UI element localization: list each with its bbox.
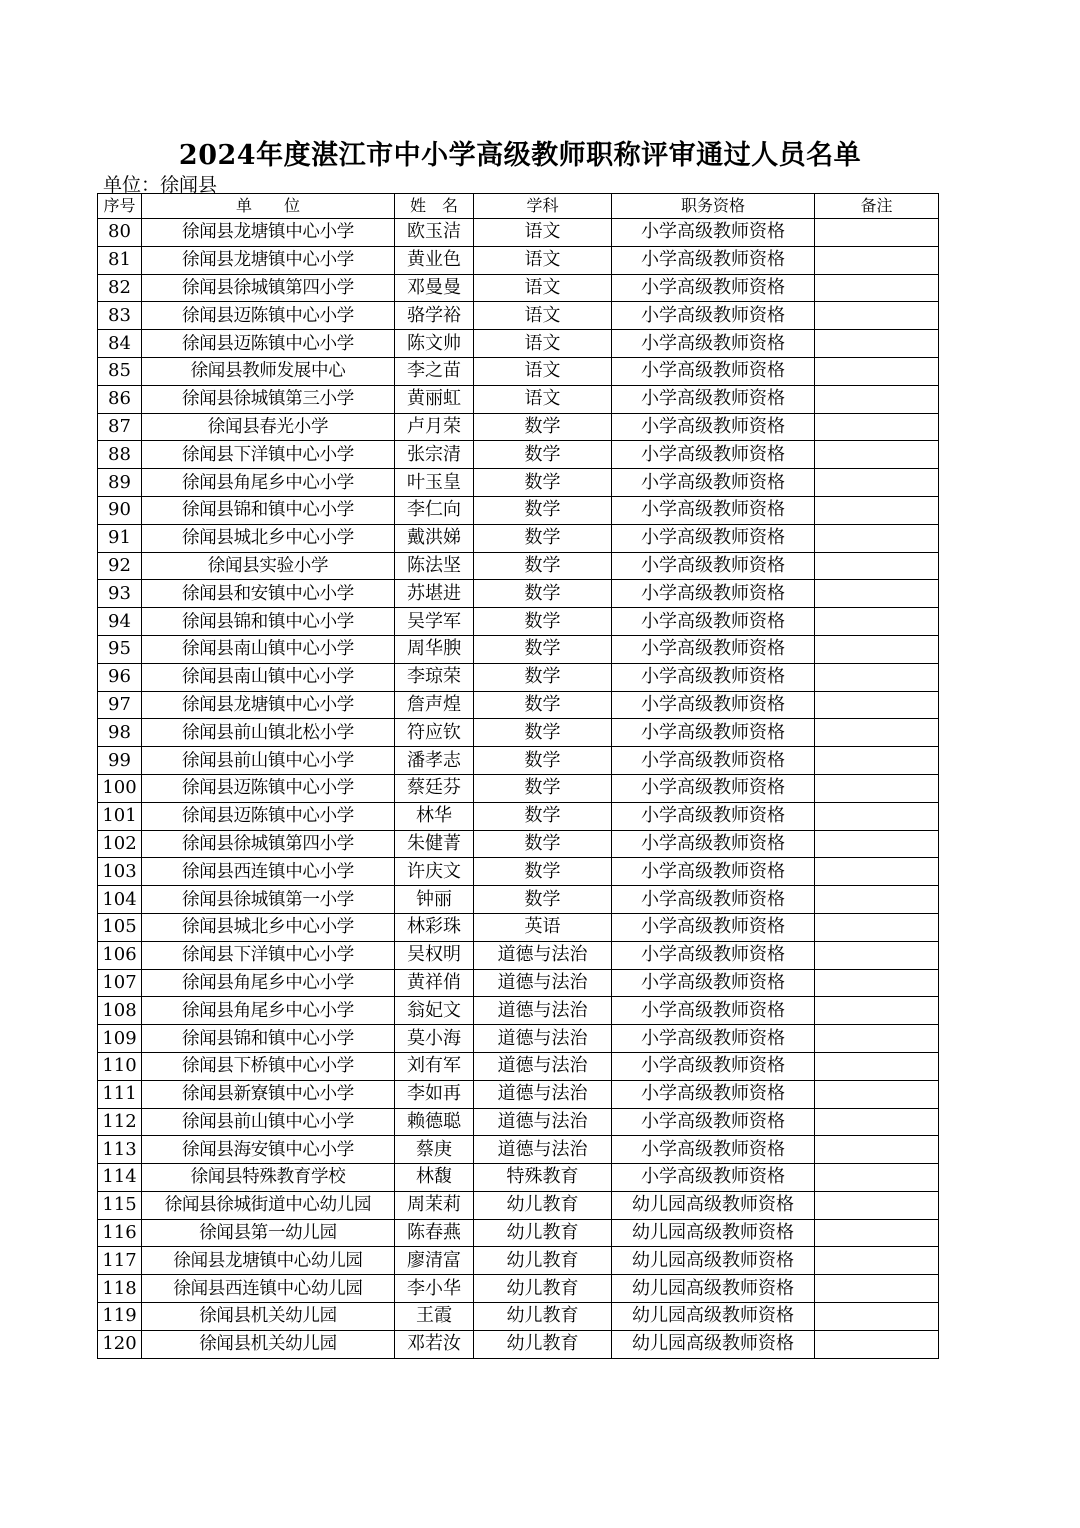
cell-note: [815, 1247, 939, 1275]
cell-no: 89: [98, 469, 142, 497]
cell-no: 112: [98, 1108, 142, 1136]
cell-no: 120: [98, 1330, 142, 1358]
page-title: 2024年度湛江市中小学高级教师职称评审通过人员名单: [178, 140, 862, 171]
cell-subject: 幼儿教育: [474, 1275, 612, 1303]
table-row: [98, 524, 939, 552]
cell-name: 欧玉洁: [395, 219, 474, 247]
cell-subject: 数学: [474, 552, 612, 580]
cell-qualification: 小学高级教师资格: [612, 635, 815, 663]
cell-name: 李之苗: [395, 357, 474, 385]
cell-qualification: 幼儿园高级教师资格: [612, 1247, 815, 1275]
cell-unit: 徐闻县角尾乡中心小学: [142, 969, 395, 997]
cell-subject: 道德与法治: [474, 941, 612, 969]
cell-note: [815, 385, 939, 413]
cell-qualification: 小学高级教师资格: [612, 524, 815, 552]
cell-unit: 徐闻县前山镇中心小学: [142, 747, 395, 775]
cell-name: 叶玉皇: [395, 469, 474, 497]
cell-name: 邓若汝: [395, 1330, 474, 1358]
cell-qualification: 小学高级教师资格: [612, 1052, 815, 1080]
cell-qualification: 幼儿园高级教师资格: [612, 1330, 815, 1358]
cell-subject: 幼儿教育: [474, 1191, 612, 1219]
cell-unit: 徐闻县徐城街道中心幼儿园: [142, 1191, 395, 1219]
cell-unit: 徐闻县教师发展中心: [142, 357, 395, 385]
header-unit: 单 位: [142, 194, 395, 219]
cell-subject: 数学: [474, 524, 612, 552]
cell-no: 106: [98, 941, 142, 969]
cell-name: 陈法坚: [395, 552, 474, 580]
cell-note: [815, 1330, 939, 1358]
cell-unit: 徐闻县徐城镇第三小学: [142, 385, 395, 413]
cell-qualification: 小学高级教师资格: [612, 441, 815, 469]
table-row: [98, 802, 939, 830]
cell-qualification: 小学高级教师资格: [612, 997, 815, 1025]
cell-subject: 道德与法治: [474, 1108, 612, 1136]
cell-no: 95: [98, 635, 142, 663]
cell-qualification: 小学高级教师资格: [612, 608, 815, 636]
cell-subject: 语文: [474, 357, 612, 385]
table-row: [98, 663, 939, 691]
cell-name: 符应钦: [395, 719, 474, 747]
table-row: [98, 496, 939, 524]
cell-qualification: 小学高级教师资格: [612, 886, 815, 914]
cell-subject: 语文: [474, 274, 612, 302]
table-row: [98, 552, 939, 580]
cell-name: 李如再: [395, 1080, 474, 1108]
cell-note: [815, 969, 939, 997]
cell-subject: 数学: [474, 691, 612, 719]
cell-note: [815, 1303, 939, 1331]
cell-no: 85: [98, 357, 142, 385]
table-row: [98, 1330, 939, 1358]
cell-no: 116: [98, 1219, 142, 1247]
cell-no: 94: [98, 608, 142, 636]
cell-name: 莫小海: [395, 1025, 474, 1053]
cell-unit: 徐闻县龙塘镇中心幼儿园: [142, 1247, 395, 1275]
cell-name: 李琼荣: [395, 663, 474, 691]
table-row: [98, 1191, 939, 1219]
cell-qualification: 小学高级教师资格: [612, 1164, 815, 1192]
cell-no: 80: [98, 219, 142, 247]
cell-subject: 幼儿教育: [474, 1303, 612, 1331]
cell-no: 98: [98, 719, 142, 747]
cell-unit: 徐闻县锦和镇中心小学: [142, 1025, 395, 1053]
cell-subject: 特殊教育: [474, 1164, 612, 1192]
table-row: [98, 441, 939, 469]
cell-subject: 语文: [474, 330, 612, 358]
table-row: [98, 858, 939, 886]
cell-no: 82: [98, 274, 142, 302]
personnel-table: [97, 193, 939, 1359]
table-row: [98, 941, 939, 969]
cell-no: 113: [98, 1136, 142, 1164]
cell-name: 廖清富: [395, 1247, 474, 1275]
cell-no: 115: [98, 1191, 142, 1219]
table-row: [98, 219, 939, 247]
cell-no: 93: [98, 580, 142, 608]
table-row: [98, 691, 939, 719]
cell-note: [815, 719, 939, 747]
cell-name: 陈春燕: [395, 1219, 474, 1247]
cell-note: [815, 357, 939, 385]
cell-subject: 道德与法治: [474, 1025, 612, 1053]
table-row: [98, 969, 939, 997]
cell-name: 周华腴: [395, 635, 474, 663]
cell-note: [815, 1191, 939, 1219]
cell-subject: 幼儿教育: [474, 1330, 612, 1358]
cell-unit: 徐闻县西连镇中心小学: [142, 858, 395, 886]
cell-note: [815, 1080, 939, 1108]
cell-subject: 语文: [474, 385, 612, 413]
cell-no: 88: [98, 441, 142, 469]
cell-unit: 徐闻县龙塘镇中心小学: [142, 219, 395, 247]
cell-note: [815, 691, 939, 719]
cell-qualification: 小学高级教师资格: [612, 830, 815, 858]
cell-subject: 数学: [474, 441, 612, 469]
table-row: [98, 302, 939, 330]
cell-subject: 数学: [474, 496, 612, 524]
cell-unit: 徐闻县徐城镇第四小学: [142, 274, 395, 302]
table-header-row: [98, 194, 939, 219]
cell-note: [815, 802, 939, 830]
cell-unit: 徐闻县角尾乡中心小学: [142, 997, 395, 1025]
table-body: [98, 219, 939, 1359]
table-row: [98, 469, 939, 497]
cell-note: [815, 219, 939, 247]
cell-qualification: 小学高级教师资格: [612, 330, 815, 358]
cell-qualification: 幼儿园高级教师资格: [612, 1303, 815, 1331]
cell-no: 90: [98, 496, 142, 524]
cell-name: 黄祥俏: [395, 969, 474, 997]
cell-name: 张宗清: [395, 441, 474, 469]
cell-qualification: 小学高级教师资格: [612, 385, 815, 413]
cell-subject: 语文: [474, 219, 612, 247]
table-row: [98, 997, 939, 1025]
cell-unit: 徐闻县机关幼儿园: [142, 1303, 395, 1331]
cell-note: [815, 747, 939, 775]
cell-name: 王霞: [395, 1303, 474, 1331]
cell-no: 87: [98, 413, 142, 441]
cell-no: 102: [98, 830, 142, 858]
cell-note: [815, 941, 939, 969]
cell-name: 骆学裕: [395, 302, 474, 330]
cell-note: [815, 496, 939, 524]
cell-unit: 徐闻县迈陈镇中心小学: [142, 774, 395, 802]
cell-subject: 数学: [474, 747, 612, 775]
cell-qualification: 小学高级教师资格: [612, 302, 815, 330]
cell-unit: 徐闻县城北乡中心小学: [142, 913, 395, 941]
cell-qualification: 小学高级教师资格: [612, 580, 815, 608]
cell-name: 戴洪娣: [395, 524, 474, 552]
cell-name: 蔡庚: [395, 1136, 474, 1164]
cell-qualification: 小学高级教师资格: [612, 274, 815, 302]
cell-qualification: 小学高级教师资格: [612, 1080, 815, 1108]
cell-subject: 道德与法治: [474, 1136, 612, 1164]
cell-subject: 幼儿教育: [474, 1219, 612, 1247]
cell-qualification: 小学高级教师资格: [612, 719, 815, 747]
cell-subject: 语文: [474, 246, 612, 274]
cell-qualification: 小学高级教师资格: [612, 552, 815, 580]
cell-unit: 徐闻县龙塘镇中心小学: [142, 691, 395, 719]
cell-qualification: 小学高级教师资格: [612, 1108, 815, 1136]
table-row: [98, 413, 939, 441]
cell-name: 吴学军: [395, 608, 474, 636]
cell-note: [815, 608, 939, 636]
cell-note: [815, 274, 939, 302]
table-row: [98, 913, 939, 941]
cell-note: [815, 1275, 939, 1303]
cell-qualification: 小学高级教师资格: [612, 913, 815, 941]
table-row: [98, 747, 939, 775]
cell-name: 周茉莉: [395, 1191, 474, 1219]
cell-unit: 徐闻县下桥镇中心小学: [142, 1052, 395, 1080]
cell-qualification: 幼儿园高级教师资格: [612, 1219, 815, 1247]
cell-name: 詹声煌: [395, 691, 474, 719]
cell-name: 李仁向: [395, 496, 474, 524]
cell-subject: 幼儿教育: [474, 1247, 612, 1275]
table-row: [98, 830, 939, 858]
table-row: [98, 1164, 939, 1192]
cell-unit: 徐闻县机关幼儿园: [142, 1330, 395, 1358]
cell-no: 84: [98, 330, 142, 358]
cell-subject: 道德与法治: [474, 1052, 612, 1080]
cell-qualification: 小学高级教师资格: [612, 357, 815, 385]
table-row: [98, 719, 939, 747]
cell-no: 100: [98, 774, 142, 802]
cell-name: 李小华: [395, 1275, 474, 1303]
cell-no: 111: [98, 1080, 142, 1108]
cell-note: [815, 830, 939, 858]
table-row: [98, 1080, 939, 1108]
cell-no: 114: [98, 1164, 142, 1192]
cell-name: 朱健菁: [395, 830, 474, 858]
cell-unit: 徐闻县西连镇中心幼儿园: [142, 1275, 395, 1303]
table-row: [98, 1275, 939, 1303]
cell-note: [815, 663, 939, 691]
cell-no: 119: [98, 1303, 142, 1331]
cell-note: [815, 997, 939, 1025]
table-row: [98, 357, 939, 385]
table-row: [98, 1052, 939, 1080]
cell-qualification: 幼儿园高级教师资格: [612, 1191, 815, 1219]
cell-subject: 数学: [474, 608, 612, 636]
cell-name: 翁妃文: [395, 997, 474, 1025]
cell-name: 邓曼曼: [395, 274, 474, 302]
cell-name: 林华: [395, 802, 474, 830]
cell-qualification: 小学高级教师资格: [612, 663, 815, 691]
unit-value: 徐闻县: [160, 174, 218, 196]
cell-no: 91: [98, 524, 142, 552]
cell-no: 99: [98, 747, 142, 775]
cell-subject: 数学: [474, 886, 612, 914]
cell-unit: 徐闻县徐城镇第一小学: [142, 886, 395, 914]
cell-qualification: 小学高级教师资格: [612, 1025, 815, 1053]
cell-no: 81: [98, 246, 142, 274]
cell-qualification: 小学高级教师资格: [612, 858, 815, 886]
cell-unit: 徐闻县下洋镇中心小学: [142, 941, 395, 969]
table-row: [98, 608, 939, 636]
cell-note: [815, 858, 939, 886]
cell-unit: 徐闻县下洋镇中心小学: [142, 441, 395, 469]
table-row: [98, 1303, 939, 1331]
cell-note: [815, 1219, 939, 1247]
cell-name: 黄业色: [395, 246, 474, 274]
cell-subject: 道德与法治: [474, 1080, 612, 1108]
cell-note: [815, 913, 939, 941]
cell-name: 许庆文: [395, 858, 474, 886]
cell-qualification: 小学高级教师资格: [612, 774, 815, 802]
cell-unit: 徐闻县前山镇中心小学: [142, 1108, 395, 1136]
cell-note: [815, 1164, 939, 1192]
table-row: [98, 635, 939, 663]
cell-qualification: 小学高级教师资格: [612, 246, 815, 274]
cell-note: [815, 469, 939, 497]
cell-unit: 徐闻县春光小学: [142, 413, 395, 441]
cell-name: 钟丽: [395, 886, 474, 914]
cell-subject: 道德与法治: [474, 997, 612, 1025]
cell-qualification: 小学高级教师资格: [612, 496, 815, 524]
table-row: [98, 385, 939, 413]
cell-subject: 英语: [474, 913, 612, 941]
cell-unit: 徐闻县特殊教育学校: [142, 1164, 395, 1192]
cell-name: 林彩珠: [395, 913, 474, 941]
cell-note: [815, 302, 939, 330]
cell-name: 潘孝志: [395, 747, 474, 775]
cell-note: [815, 774, 939, 802]
cell-note: [815, 441, 939, 469]
cell-qualification: 小学高级教师资格: [612, 747, 815, 775]
cell-note: [815, 1025, 939, 1053]
cell-name: 卢月荣: [395, 413, 474, 441]
cell-no: 118: [98, 1275, 142, 1303]
table-row: [98, 1219, 939, 1247]
cell-name: 蔡廷芬: [395, 774, 474, 802]
cell-subject: 数学: [474, 413, 612, 441]
cell-note: [815, 1108, 939, 1136]
cell-unit: 徐闻县新寮镇中心小学: [142, 1080, 395, 1108]
cell-subject: 语文: [474, 302, 612, 330]
cell-note: [815, 524, 939, 552]
cell-qualification: 小学高级教师资格: [612, 1136, 815, 1164]
cell-note: [815, 886, 939, 914]
cell-subject: 数学: [474, 719, 612, 747]
header-subject: 学科: [474, 194, 612, 219]
cell-qualification: 小学高级教师资格: [612, 691, 815, 719]
table-row: [98, 886, 939, 914]
cell-unit: 徐闻县锦和镇中心小学: [142, 608, 395, 636]
cell-subject: 道德与法治: [474, 969, 612, 997]
cell-unit: 徐闻县第一幼儿园: [142, 1219, 395, 1247]
table-row: [98, 1136, 939, 1164]
cell-unit: 徐闻县迈陈镇中心小学: [142, 802, 395, 830]
cell-subject: 数学: [474, 858, 612, 886]
cell-name: 林馥: [395, 1164, 474, 1192]
cell-qualification: 小学高级教师资格: [612, 802, 815, 830]
cell-unit: 徐闻县角尾乡中心小学: [142, 469, 395, 497]
cell-no: 109: [98, 1025, 142, 1053]
cell-note: [815, 580, 939, 608]
cell-no: 83: [98, 302, 142, 330]
cell-qualification: 小学高级教师资格: [612, 469, 815, 497]
cell-note: [815, 552, 939, 580]
cell-qualification: 小学高级教师资格: [612, 413, 815, 441]
cell-subject: 数学: [474, 469, 612, 497]
cell-no: 107: [98, 969, 142, 997]
cell-unit: 徐闻县南山镇中心小学: [142, 663, 395, 691]
cell-name: 陈文帅: [395, 330, 474, 358]
cell-unit: 徐闻县南山镇中心小学: [142, 635, 395, 663]
cell-no: 96: [98, 663, 142, 691]
cell-qualification: 小学高级教师资格: [612, 969, 815, 997]
table-row: [98, 1025, 939, 1053]
cell-no: 97: [98, 691, 142, 719]
cell-unit: 徐闻县龙塘镇中心小学: [142, 246, 395, 274]
unit-label: 单位：: [103, 174, 161, 196]
header-no: 序号: [98, 194, 142, 219]
cell-unit: 徐闻县迈陈镇中心小学: [142, 330, 395, 358]
cell-note: [815, 330, 939, 358]
cell-unit: 徐闻县和安镇中心小学: [142, 580, 395, 608]
table-row: [98, 580, 939, 608]
cell-name: 刘有军: [395, 1052, 474, 1080]
table-row: [98, 774, 939, 802]
cell-no: 105: [98, 913, 142, 941]
cell-note: [815, 246, 939, 274]
cell-note: [815, 635, 939, 663]
header-qualification: 职务资格: [612, 194, 815, 219]
header-note: 备注: [815, 194, 939, 219]
header-name: 姓 名: [395, 194, 474, 219]
cell-subject: 数学: [474, 635, 612, 663]
cell-name: 黄丽虹: [395, 385, 474, 413]
cell-note: [815, 1052, 939, 1080]
cell-name: 吴权明: [395, 941, 474, 969]
cell-no: 86: [98, 385, 142, 413]
cell-no: 104: [98, 886, 142, 914]
cell-qualification: 小学高级教师资格: [612, 941, 815, 969]
cell-subject: 数学: [474, 580, 612, 608]
cell-subject: 数学: [474, 830, 612, 858]
cell-unit: 徐闻县城北乡中心小学: [142, 524, 395, 552]
cell-qualification: 小学高级教师资格: [612, 219, 815, 247]
cell-note: [815, 1136, 939, 1164]
table-row: [98, 246, 939, 274]
table-row: [98, 274, 939, 302]
cell-no: 108: [98, 997, 142, 1025]
table-row: [98, 330, 939, 358]
cell-name: 赖德聪: [395, 1108, 474, 1136]
cell-note: [815, 413, 939, 441]
cell-no: 92: [98, 552, 142, 580]
cell-name: 苏堪进: [395, 580, 474, 608]
cell-no: 117: [98, 1247, 142, 1275]
cell-unit: 徐闻县徐城镇第四小学: [142, 830, 395, 858]
cell-unit: 徐闻县实验小学: [142, 552, 395, 580]
cell-no: 101: [98, 802, 142, 830]
cell-no: 103: [98, 858, 142, 886]
cell-subject: 数学: [474, 802, 612, 830]
cell-unit: 徐闻县海安镇中心小学: [142, 1136, 395, 1164]
table-row: [98, 1247, 939, 1275]
cell-subject: 数学: [474, 663, 612, 691]
cell-unit: 徐闻县锦和镇中心小学: [142, 496, 395, 524]
cell-unit: 徐闻县前山镇北松小学: [142, 719, 395, 747]
cell-no: 110: [98, 1052, 142, 1080]
cell-subject: 数学: [474, 774, 612, 802]
cell-unit: 徐闻县迈陈镇中心小学: [142, 302, 395, 330]
table-row: [98, 1108, 939, 1136]
cell-qualification: 幼儿园高级教师资格: [612, 1275, 815, 1303]
